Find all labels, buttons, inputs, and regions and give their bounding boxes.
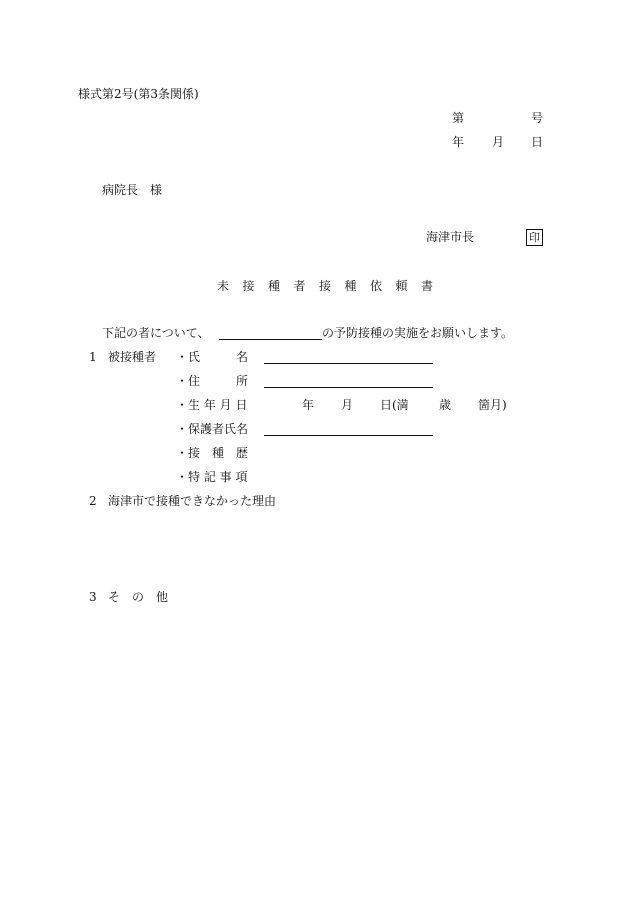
seal-stamp: 印 — [526, 229, 543, 246]
date-day: 日 — [531, 135, 544, 149]
section3-number: 3 — [89, 590, 97, 604]
field-name-line — [264, 363, 433, 364]
intro-blank-line — [219, 339, 322, 340]
field-address-label: ・住 所 — [176, 374, 249, 388]
form-number: 様式第2号(第3条関係) — [78, 87, 199, 101]
field-guardian-line — [264, 435, 433, 436]
addressee: 病院長 様 — [102, 183, 163, 197]
field-name-label: ・氏 名 — [176, 350, 249, 364]
date-month: 月 — [492, 135, 505, 149]
field-history-label: ・接 種 歴 — [176, 446, 249, 460]
birth-month: 月 — [341, 398, 354, 412]
birth-day: 日(満 — [380, 398, 409, 412]
sender-name: 海津市長 — [426, 230, 475, 244]
section1-heading: 被接種者 — [108, 350, 157, 364]
document-title: 未接種者接種依頼書 — [217, 279, 447, 293]
intro-after: の予防接種の実施をお願いします。 — [322, 326, 514, 340]
intro-before: 下記の者について、 — [102, 326, 210, 340]
section2-heading: 海津市で接種できなかった理由 — [108, 494, 277, 508]
doc-number-suffix: 号 — [531, 111, 544, 125]
field-notes-label: ・特 記 事 項 — [176, 470, 248, 484]
field-address-line — [264, 387, 433, 388]
section2-number: 2 — [89, 494, 97, 508]
doc-number-prefix: 第 — [452, 111, 465, 125]
birth-year: 年 — [302, 398, 315, 412]
field-birth-label: ・生 年 月 日 — [176, 398, 248, 412]
section1-number: 1 — [89, 350, 97, 364]
date-year: 年 — [452, 135, 465, 149]
age-months: 箇月) — [478, 398, 507, 412]
field-guardian-label: ・保護者氏名 — [176, 422, 249, 436]
section3-heading: そ の 他 — [108, 590, 169, 604]
age-years: 歳 — [439, 398, 452, 412]
